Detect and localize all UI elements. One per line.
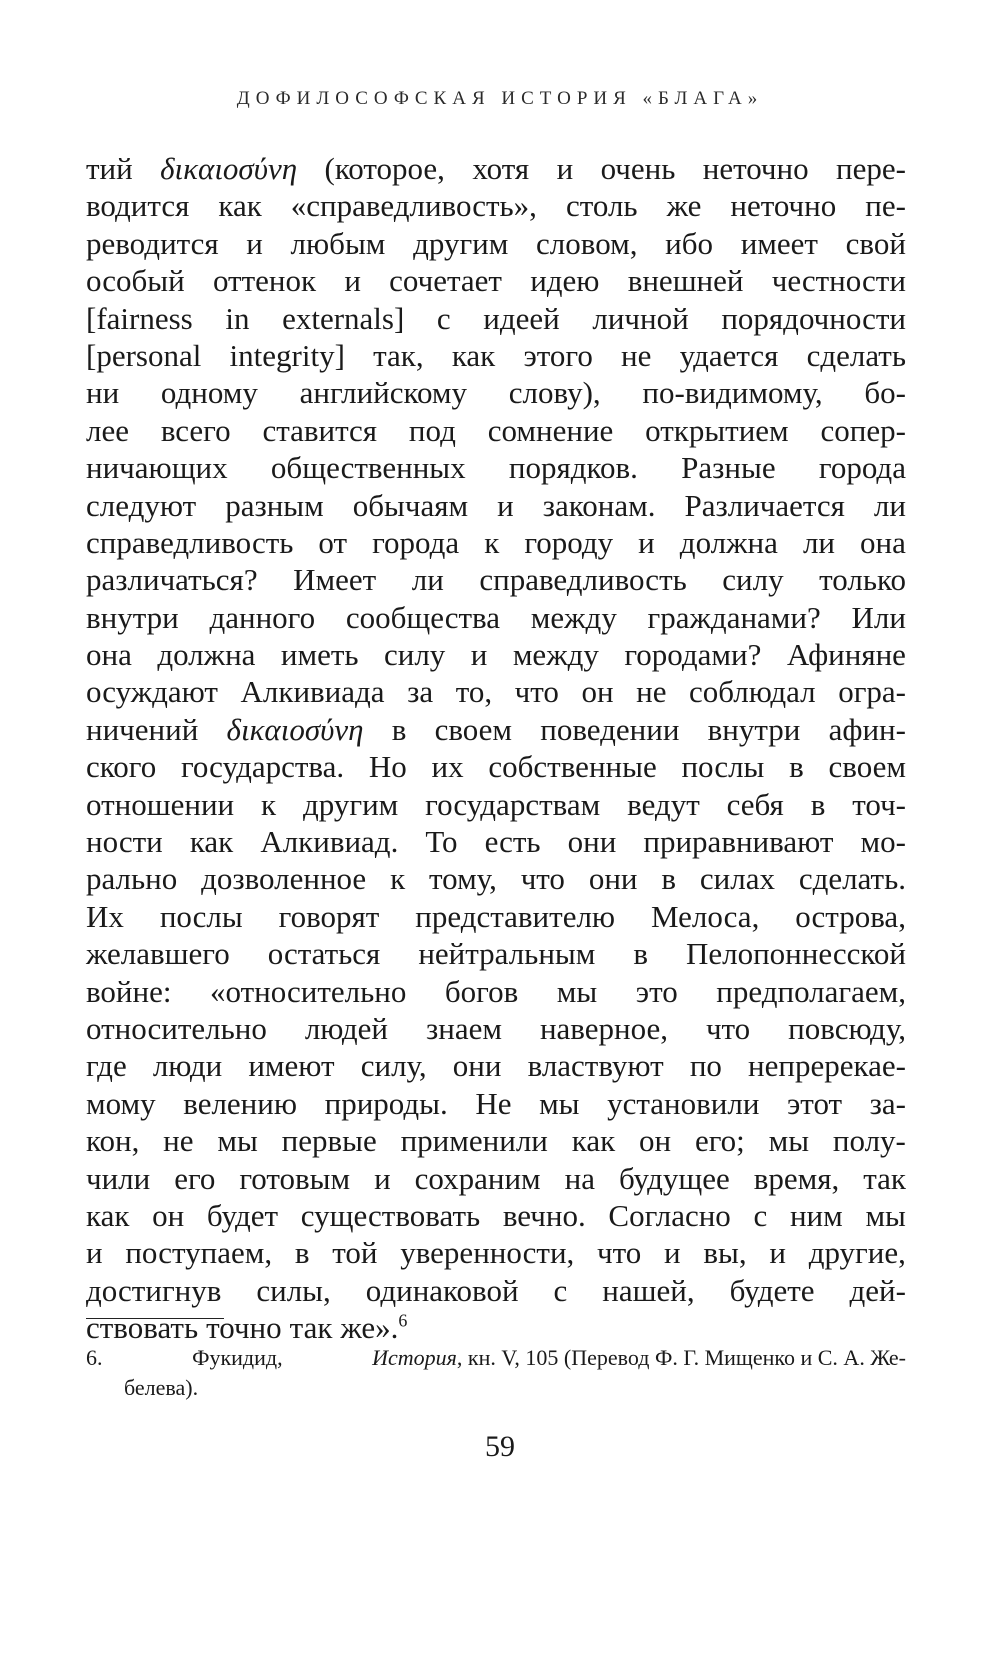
word: знаем xyxy=(425,1010,502,1046)
word: так xyxy=(289,1310,333,1346)
word: где xyxy=(86,1048,127,1084)
word: он xyxy=(639,1123,672,1159)
text-line xyxy=(86,262,906,299)
word: и xyxy=(344,263,361,299)
word: порядков. xyxy=(508,450,638,486)
text-line xyxy=(86,150,906,187)
footnote-line-2: белева). xyxy=(124,1375,199,1400)
word: только xyxy=(819,562,906,598)
word: тому, xyxy=(429,861,497,897)
text-line xyxy=(86,1085,906,1122)
word: ибо xyxy=(665,225,714,261)
word: полу- xyxy=(832,1123,906,1159)
word: городу xyxy=(524,524,614,560)
word: же xyxy=(666,188,702,224)
word: открытием xyxy=(645,412,789,448)
word: силах xyxy=(699,861,775,897)
word: вечно. xyxy=(502,1197,586,1233)
word: справедливость xyxy=(479,562,687,598)
word: мы xyxy=(556,973,598,1009)
word: словом, xyxy=(536,225,638,261)
word: войне: xyxy=(86,973,172,1009)
text-line xyxy=(86,711,906,748)
word: по xyxy=(689,1048,722,1084)
word: с xyxy=(436,300,451,336)
running-head: ДОФИЛОСОФСКАЯ ИСТОРИЯ «БЛАГА» xyxy=(236,88,764,109)
text-line xyxy=(86,225,906,262)
word: хотя xyxy=(472,151,530,186)
word: сделать xyxy=(806,337,906,373)
text-line xyxy=(86,1010,906,1047)
text-line xyxy=(86,487,906,524)
word: имеет xyxy=(740,225,818,261)
word: послы xyxy=(159,898,243,934)
word: Пелопоннесской xyxy=(685,936,906,972)
word: обычаям xyxy=(352,487,469,523)
text-line xyxy=(86,374,906,411)
word: силу xyxy=(722,562,784,598)
word: ставится xyxy=(262,412,378,448)
word: не xyxy=(621,337,652,373)
word: своем xyxy=(434,711,513,747)
word: очень xyxy=(600,151,676,186)
word: ни xyxy=(86,375,120,411)
word: что xyxy=(514,674,559,710)
word: вы, xyxy=(703,1235,747,1271)
word: этого xyxy=(523,337,593,373)
word: за xyxy=(407,674,434,710)
word: же».$^6$ xyxy=(340,1310,408,1346)
word: (которое, xyxy=(324,151,445,186)
word: к xyxy=(261,786,277,822)
word: афин- xyxy=(828,711,906,747)
word: будет xyxy=(206,1197,279,1233)
word: на xyxy=(564,1160,595,1196)
word: с xyxy=(553,1272,568,1308)
word: Различается xyxy=(684,487,845,523)
text-line xyxy=(86,599,906,636)
word: говорят xyxy=(278,898,380,934)
word: они xyxy=(588,861,638,897)
word: уверенности, xyxy=(400,1235,575,1271)
word: ствовать xyxy=(86,1310,199,1346)
word: английскому xyxy=(299,375,468,411)
word: это xyxy=(635,973,678,1009)
word: предполагаем, xyxy=(716,973,906,1009)
footnote-reference[interactable]: 6 xyxy=(398,1310,408,1331)
word: ли xyxy=(411,562,444,598)
word: данного xyxy=(209,599,316,635)
word: к xyxy=(390,861,406,897)
word: и xyxy=(664,1235,681,1271)
word: так xyxy=(863,1160,906,1196)
text-line xyxy=(86,561,906,598)
word: будущее xyxy=(618,1160,730,1196)
word: «справедливость», xyxy=(290,188,537,224)
word: реводится xyxy=(86,225,219,261)
word: следуют xyxy=(86,487,197,523)
word: внутри xyxy=(707,711,801,747)
word: пере- xyxy=(836,151,906,186)
word: всего xyxy=(160,412,231,448)
word: достигнув xyxy=(86,1272,222,1308)
word: мы xyxy=(768,1123,810,1159)
word: мы xyxy=(539,1085,580,1121)
word: и xyxy=(638,524,655,560)
word: по-видимому, xyxy=(642,375,823,411)
text-line xyxy=(86,187,906,224)
word: и xyxy=(246,225,263,261)
text-line xyxy=(86,412,906,449)
text-line xyxy=(86,636,906,673)
word: с xyxy=(753,1197,768,1233)
word: города xyxy=(818,450,906,486)
word: [fairness xyxy=(86,300,193,336)
word: имеют xyxy=(248,1048,335,1084)
word: отношении xyxy=(86,786,235,822)
word: Алкивиада xyxy=(240,674,385,710)
word: что xyxy=(520,861,565,897)
word: как xyxy=(189,824,234,860)
footnote-author: Фукидид, xyxy=(192,1345,283,1370)
word: и xyxy=(497,487,514,523)
text-line xyxy=(86,673,906,710)
word: ности xyxy=(86,824,163,860)
word: сохраним xyxy=(414,1160,541,1196)
word: наверное, xyxy=(539,1010,668,1046)
text-line xyxy=(86,786,906,823)
word: ним xyxy=(789,1197,843,1233)
word: идею xyxy=(530,263,600,299)
word: Согласно xyxy=(608,1197,731,1233)
footnote-ref: , кн. V, 105 (Перевод Ф. Г. Мищенко и С. А. Же- xyxy=(456,1345,906,1370)
word: острова, xyxy=(795,898,906,934)
word: кон, xyxy=(86,1123,140,1159)
word: в xyxy=(810,786,826,822)
word: от xyxy=(318,524,348,560)
word: нашей, xyxy=(602,1272,695,1308)
text-line xyxy=(86,1309,906,1346)
word: удается xyxy=(679,337,779,373)
word: как xyxy=(218,188,262,224)
word: поступаем, xyxy=(125,1235,273,1271)
word: богов xyxy=(444,973,519,1009)
word: как xyxy=(451,337,496,373)
word: как xyxy=(571,1123,616,1159)
word: свой xyxy=(845,225,906,261)
word: in xyxy=(225,300,250,336)
word: Но xyxy=(368,749,407,785)
text-line xyxy=(86,973,906,1010)
word: внешней xyxy=(627,263,744,299)
word: мы xyxy=(865,1197,906,1233)
word: под xyxy=(408,412,456,448)
text-line xyxy=(86,1047,906,1084)
word: поведении xyxy=(540,711,680,747)
word: городами? xyxy=(624,637,762,673)
word: готовым xyxy=(239,1160,351,1196)
word: себя xyxy=(726,786,784,822)
word: столь xyxy=(565,188,638,224)
word: государства. xyxy=(180,749,345,785)
word: и xyxy=(556,151,574,186)
text-line xyxy=(86,748,906,785)
word: в xyxy=(294,1235,310,1271)
text-line xyxy=(86,1197,906,1234)
word: первые xyxy=(281,1123,377,1159)
text-line xyxy=(86,449,906,486)
word: мы xyxy=(217,1123,258,1159)
word: слову), xyxy=(508,375,601,411)
word: точно xyxy=(206,1310,282,1346)
word: что xyxy=(705,1010,751,1046)
text-line xyxy=(86,524,906,561)
text-line xyxy=(86,337,906,374)
text-line xyxy=(86,935,906,972)
word: нейтральным xyxy=(418,936,596,972)
text-line xyxy=(86,300,906,337)
word: их xyxy=(431,749,464,785)
word: Алкивиад. xyxy=(260,824,399,860)
text-line xyxy=(86,1122,906,1159)
word: как xyxy=(86,1197,130,1233)
word: неточно xyxy=(702,151,809,186)
word: относительно xyxy=(86,1010,267,1046)
word: другим xyxy=(413,225,509,261)
word: силу xyxy=(383,637,446,673)
word: люди xyxy=(152,1048,223,1084)
word: точ- xyxy=(852,786,906,822)
word: честности xyxy=(771,263,906,299)
word: есть xyxy=(484,824,541,860)
word: своем xyxy=(828,749,906,785)
word: время, xyxy=(753,1160,840,1196)
footnote xyxy=(86,1343,906,1403)
word: остаться xyxy=(267,936,381,972)
word: он xyxy=(152,1197,185,1233)
word: общественных xyxy=(270,450,466,486)
footnote-ref-line xyxy=(372,1343,906,1373)
word: что xyxy=(597,1235,642,1271)
word: природы. xyxy=(324,1085,448,1121)
word: этот xyxy=(787,1085,843,1121)
word: ли xyxy=(802,524,835,560)
word: законам. xyxy=(542,487,656,523)
word: его; xyxy=(694,1123,745,1159)
word: не xyxy=(636,674,667,710)
footnote-work-title: История xyxy=(372,1345,457,1370)
word: Или xyxy=(851,599,906,635)
word: не xyxy=(163,1123,194,1159)
word: она xyxy=(86,637,132,673)
word: пе- xyxy=(865,188,906,224)
word: Не xyxy=(475,1085,512,1121)
word: и xyxy=(470,637,488,673)
footnote-line-1 xyxy=(86,1343,906,1373)
word: integrity] xyxy=(229,337,345,373)
text-line xyxy=(86,860,906,897)
word: иметь xyxy=(280,637,359,673)
word: к xyxy=(484,524,500,560)
word: разным xyxy=(225,487,324,523)
word: ского xyxy=(86,749,157,785)
word: людей xyxy=(304,1010,389,1046)
word: повсюду, xyxy=(788,1010,906,1046)
word: в xyxy=(789,749,804,785)
word: другим xyxy=(302,786,399,822)
word: одному xyxy=(160,375,258,411)
word: желавшего xyxy=(86,936,230,972)
word: то, xyxy=(455,674,493,710)
word: То xyxy=(425,824,458,860)
word: externals] xyxy=(282,300,405,336)
word: лее xyxy=(86,412,129,448)
word: между xyxy=(512,637,599,673)
word: сделать. xyxy=(798,861,906,897)
word: собственные xyxy=(488,749,657,785)
word: города xyxy=(372,524,460,560)
word: дозволенное xyxy=(201,861,367,897)
word: велению xyxy=(183,1085,298,1121)
word: они xyxy=(452,1048,502,1084)
word: и xyxy=(374,1160,391,1196)
word: осуждают xyxy=(86,674,218,710)
word: должна xyxy=(679,524,778,560)
word: особый xyxy=(86,263,185,299)
text-line xyxy=(86,898,906,935)
word: и xyxy=(769,1235,786,1271)
word: той xyxy=(332,1235,378,1271)
word: установили xyxy=(607,1085,760,1121)
greek-term: δικαιοσύνη xyxy=(226,711,364,747)
word: оттенок xyxy=(212,263,317,299)
word: она xyxy=(860,524,906,560)
text-line xyxy=(86,1272,906,1309)
word: он xyxy=(581,674,614,710)
word: внутри xyxy=(86,599,179,635)
word: существовать xyxy=(300,1197,481,1233)
word: сообщества xyxy=(345,599,501,635)
word: [personal xyxy=(86,337,202,373)
word: ничающих xyxy=(86,450,228,486)
word: сопер- xyxy=(820,412,906,448)
word: приравнивают xyxy=(643,824,834,860)
word: рально xyxy=(86,861,178,897)
word: непререкае- xyxy=(748,1048,906,1084)
word: в xyxy=(633,936,648,972)
text-line xyxy=(86,823,906,860)
word: мому xyxy=(86,1085,156,1121)
word: сочетает xyxy=(389,263,502,299)
word: в xyxy=(661,861,677,897)
word: между xyxy=(530,599,617,635)
word: ведут xyxy=(627,786,700,822)
text-line xyxy=(86,1160,906,1197)
word: идеей xyxy=(483,300,560,336)
footnote-number: 6. xyxy=(86,1345,103,1370)
main-paragraph xyxy=(86,150,906,1347)
word: личной xyxy=(592,300,689,336)
text-line xyxy=(86,1234,906,1271)
word: водится xyxy=(86,188,190,224)
word: тий xyxy=(86,151,133,186)
word: в xyxy=(391,711,407,747)
word: одинаковой xyxy=(365,1272,519,1308)
word: соблюдал xyxy=(689,674,816,710)
word: за- xyxy=(869,1085,906,1121)
word: дей- xyxy=(849,1272,906,1308)
word: Мелоса, xyxy=(651,898,760,934)
word: чили xyxy=(86,1160,151,1196)
word: любым xyxy=(290,225,386,261)
word: неточно xyxy=(730,188,837,224)
word: и xyxy=(86,1235,103,1271)
word: огра- xyxy=(838,674,906,710)
word: послы xyxy=(681,749,765,785)
word: должна xyxy=(157,637,256,673)
word: применили xyxy=(400,1123,548,1159)
word: справедливость xyxy=(86,524,294,560)
word: силу, xyxy=(360,1048,427,1084)
word: мо- xyxy=(860,824,906,860)
word: силы, xyxy=(256,1272,331,1308)
word: они xyxy=(567,824,617,860)
word: различаться? xyxy=(86,562,258,598)
word: ли xyxy=(873,487,906,523)
word: гражданами? xyxy=(647,599,821,635)
word: «относительно xyxy=(210,973,407,1009)
word: государствам xyxy=(425,786,601,822)
word: Афиняне xyxy=(786,637,906,673)
word: бо- xyxy=(864,375,906,411)
word: Их xyxy=(86,898,124,934)
page-number: 59 xyxy=(485,1430,515,1463)
word: Имеет xyxy=(293,562,377,598)
word: представителю xyxy=(415,898,616,934)
word: сомнение xyxy=(487,412,614,448)
word: властвуют xyxy=(527,1048,664,1084)
word: так, xyxy=(373,337,424,373)
word: порядочности xyxy=(721,300,906,336)
greek-term: δικαιοσύνη xyxy=(160,151,298,186)
word: будете xyxy=(729,1272,815,1308)
footnote-divider xyxy=(86,1318,224,1319)
word: другие, xyxy=(808,1235,906,1271)
word: Разные xyxy=(681,450,776,486)
word: ничений xyxy=(86,711,199,747)
word: его xyxy=(174,1160,216,1196)
